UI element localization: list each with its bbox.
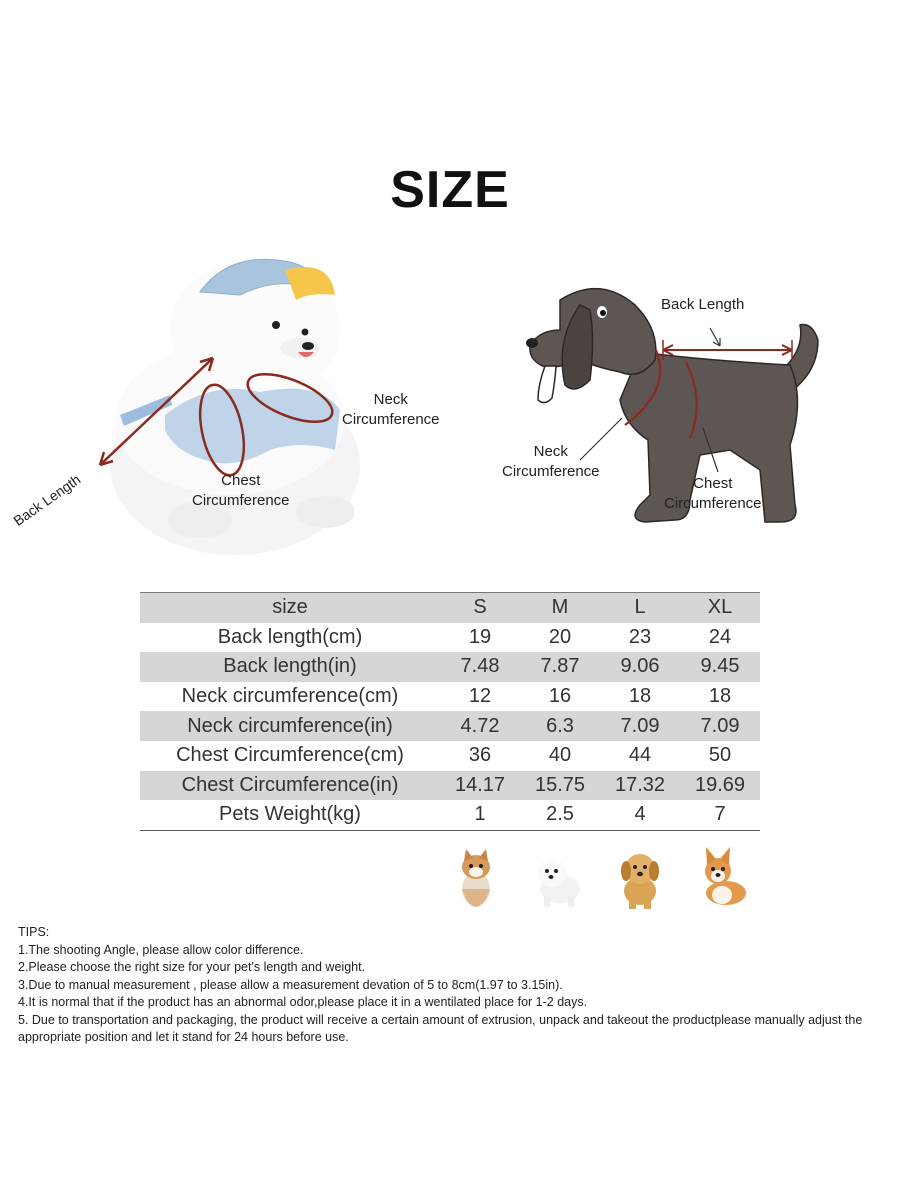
- table-cell: 7.09: [680, 711, 760, 741]
- table-header-cell: S: [440, 593, 520, 623]
- table-cell: 7.09: [600, 711, 680, 741]
- table-cell: 50: [708, 744, 732, 767]
- table-cell: 7.48: [440, 652, 520, 682]
- table-header-cell: M: [520, 593, 600, 623]
- table-cell: 9.45: [680, 652, 760, 682]
- table-cell: 20: [548, 625, 572, 648]
- table-row: [140, 682, 760, 712]
- table-row: [140, 711, 760, 741]
- table-cell: 14.17: [440, 771, 520, 801]
- page-title: SIZE: [390, 161, 510, 219]
- tips-heading: TIPS:: [18, 925, 50, 939]
- table-cell: Pets Weight(kg): [140, 800, 440, 830]
- table-cell: 16: [548, 685, 572, 708]
- table-cell: 17.32: [600, 771, 680, 801]
- table-cell: Neck circumference(cm): [181, 685, 399, 708]
- chest-label-right: Chest Circumference: [664, 475, 762, 512]
- table-cell: 2.5: [520, 800, 600, 830]
- table-cell: 18: [628, 685, 652, 708]
- table-cell: 9.06: [600, 652, 680, 682]
- table-cell: 7: [680, 800, 760, 830]
- table-cell: 24: [708, 625, 732, 648]
- table-cell: 36: [468, 744, 492, 767]
- table-cell: Back length(in): [140, 652, 440, 682]
- table-cell: 7.87: [520, 652, 600, 682]
- white-puppy-icon: [530, 845, 586, 911]
- table-cell: 15.75: [520, 771, 600, 801]
- table-cell: 23: [628, 625, 652, 648]
- tip-item: 3.Due to manual measurement , please allow a measurement devation of 5 to 8cm(1.97 to 3.15in).: [18, 977, 563, 992]
- golden-puppy-icon: [612, 845, 668, 911]
- table-row: [140, 771, 760, 801]
- dog-tongue-shape: [538, 366, 556, 403]
- tip-item: 2.Please choose the right size for your pet's length and weight.: [18, 960, 366, 974]
- tip-item: 4.It is normal that if the product has an abnormal odor,please place it in a wentilated place for 1-2 days.: [18, 995, 588, 1009]
- back-length-label-right: Back Length: [661, 296, 745, 313]
- table-cell: 40: [548, 744, 572, 767]
- size-chart-table: [140, 592, 760, 831]
- table-header-row: [140, 593, 760, 623]
- table-cell: 4.72: [440, 711, 520, 741]
- table-row: [140, 741, 760, 771]
- table-cell: 12: [468, 685, 492, 708]
- table-row: [140, 623, 760, 653]
- corgi-icon: [696, 845, 752, 911]
- table-cell: 44: [628, 744, 652, 767]
- table-cell: 19: [468, 625, 492, 648]
- neck-label-right: Neck Circumference: [502, 443, 600, 480]
- table-header-cell: XL: [680, 593, 760, 623]
- table-row: [140, 800, 760, 830]
- table-cell: 19.69: [680, 771, 760, 801]
- tip-item: 5. Due to transportation and packaging, the product will receive a certain amount of extrusion, unpack and takeout the productplease manually adjust the appropriate position and let it stand for 24 hours before use.: [18, 1012, 863, 1044]
- table-header-cell: L: [600, 593, 680, 623]
- back-length-label-left: Back Length: [10, 471, 84, 529]
- cat-icon: [448, 845, 504, 911]
- chest-label-left: Chest Circumference: [192, 472, 290, 509]
- table-cell: Chest Circumference(cm): [176, 744, 404, 767]
- tip-item: 1.The shooting Angle, please allow color difference.: [18, 942, 304, 957]
- table-row: [140, 652, 760, 682]
- table-cell: Neck circumference(in): [140, 711, 440, 741]
- table-cell: Chest Circumference(in): [140, 771, 440, 801]
- table-cell: 18: [708, 685, 732, 708]
- neck-label-left: Neck Circumference: [342, 391, 440, 428]
- table-cell: 4: [600, 800, 680, 830]
- tips-section: [18, 924, 888, 1047]
- table-cell: 6.3: [520, 711, 600, 741]
- table-cell: Back length(cm): [217, 625, 363, 648]
- pet-icons-row: [0, 845, 900, 915]
- table-header-cell: size: [140, 593, 440, 623]
- table-cell: 1: [440, 800, 520, 830]
